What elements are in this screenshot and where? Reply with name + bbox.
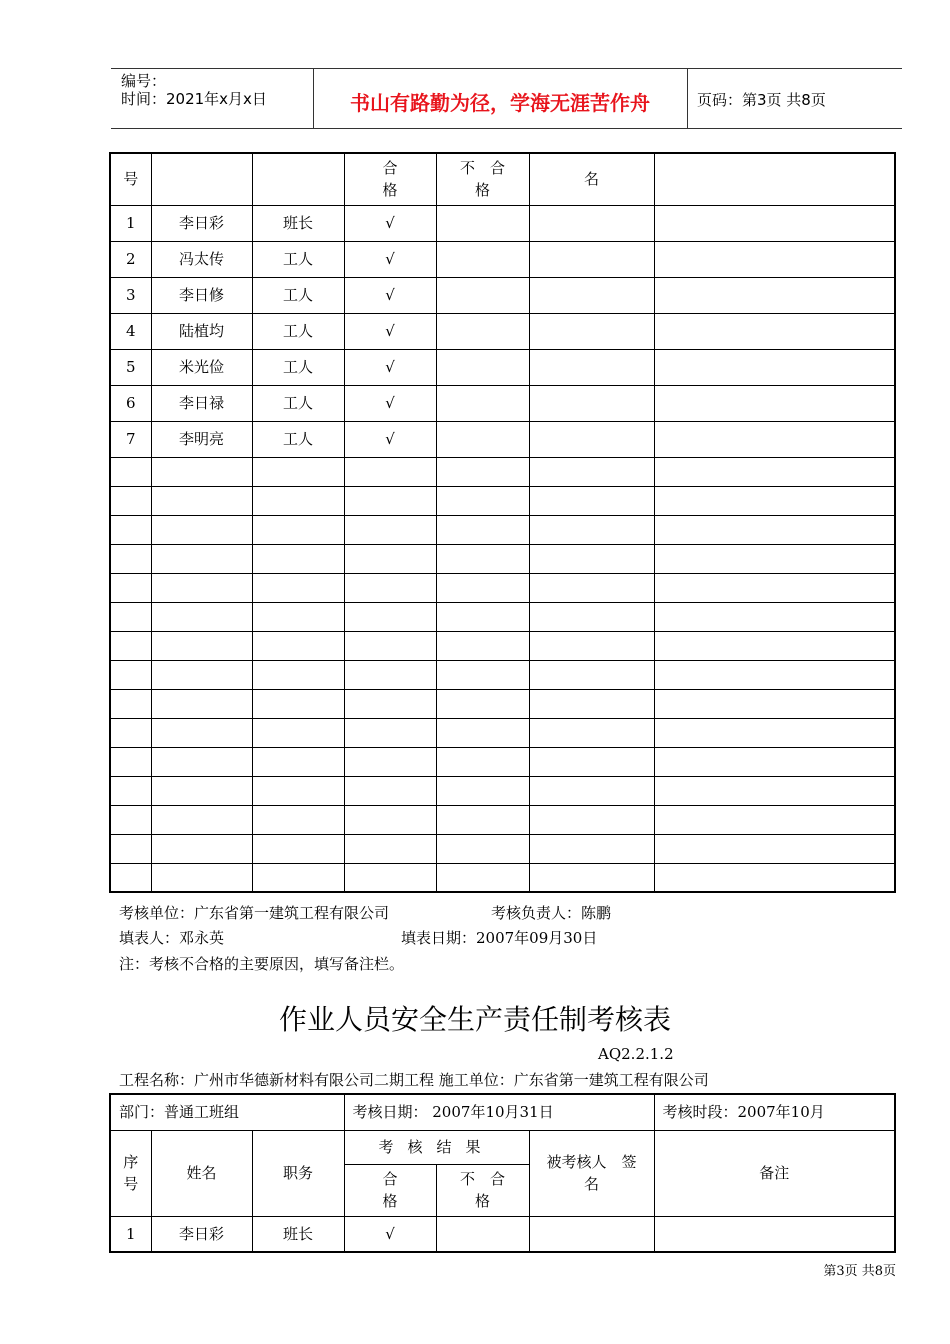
header-role-blank: [252, 153, 344, 205]
row-name: 李日彩: [151, 205, 252, 241]
row-sign: [529, 205, 654, 241]
header-pass-line2: 格: [382, 1192, 398, 1210]
row-role: 工人: [252, 277, 344, 313]
table-row: [110, 313, 895, 349]
form-title: 作业人员安全生产责任制考核表: [278, 1003, 671, 1036]
row-fail: [436, 421, 529, 457]
row-pass-check: √: [344, 1216, 436, 1252]
header-pass-line1: 合: [382, 1170, 398, 1188]
header-fail-line2: 格: [474, 1192, 490, 1210]
header-sign-tail: 名: [529, 153, 654, 205]
row-remark: [654, 385, 895, 421]
row-no: 3: [110, 277, 151, 313]
row-name: 李日彩: [151, 1216, 252, 1252]
header-remark: 备注: [654, 1130, 895, 1216]
empty-row: [110, 689, 895, 718]
header-remark-blank: [654, 153, 895, 205]
header-sign: [529, 1130, 654, 1216]
assessment-unit: 考核单位：广东省第一建筑工程有限公司: [119, 904, 390, 922]
table-row: [110, 1216, 895, 1252]
table-row: [110, 421, 895, 457]
row-role: 工人: [252, 313, 344, 349]
row-role: 班长: [252, 205, 344, 241]
row-no: 1: [110, 1216, 151, 1252]
row-name: 冯太传: [151, 241, 252, 277]
row-remark: [654, 205, 895, 241]
fill-date: 填表日期：2007年09月30日: [401, 929, 598, 947]
header-no: [110, 1130, 151, 1216]
header-no-tail: 号: [110, 153, 151, 205]
row-fail: [436, 349, 529, 385]
header-date: 时间：2021年x月x日: [121, 90, 267, 108]
row-name: 李日修: [151, 277, 252, 313]
row-pass-check: √: [344, 421, 436, 457]
row-sign: [529, 421, 654, 457]
header-result: [344, 1130, 529, 1164]
project-line: 工程名称：广州市华德新材料有限公司二期工程 施工单位：广东省第一建筑工程有限公司: [119, 1071, 709, 1089]
header-fail: [436, 1164, 529, 1216]
empty-row: [110, 718, 895, 747]
row-fail: [436, 241, 529, 277]
header-result-text: 考核结果: [378, 1138, 495, 1156]
header-no-line1: 序: [123, 1153, 139, 1171]
row-fail: [436, 277, 529, 313]
empty-row: [110, 776, 895, 805]
row-remark: [654, 277, 895, 313]
row-name: 米光俭: [151, 349, 252, 385]
header-divider-right: [687, 68, 688, 128]
row-role: 工人: [252, 421, 344, 457]
header-no-line2: 号: [123, 1175, 139, 1193]
header-role: 职务: [252, 1130, 344, 1216]
header-fail-line2: 格: [474, 181, 490, 200]
table-row: [110, 241, 895, 277]
header-name-blank: [151, 153, 252, 205]
row-fail: [436, 205, 529, 241]
table-row: [110, 385, 895, 421]
row-sign: [529, 313, 654, 349]
row-name: 陆植均: [151, 313, 252, 349]
empty-row: [110, 602, 895, 631]
header-bottom-rule: [111, 128, 902, 129]
header-sign-line1: 被考核人 签: [546, 1153, 637, 1171]
row-no: 4: [110, 313, 151, 349]
row-pass-check: √: [344, 349, 436, 385]
empty-row: [110, 544, 895, 573]
row-sign: [529, 349, 654, 385]
exam-period: 考核时段：2007年10月: [654, 1094, 895, 1130]
row-role: 工人: [252, 385, 344, 421]
row-fail: [436, 1216, 529, 1252]
header-code-label: 编号：: [121, 72, 167, 90]
header-pass: [344, 153, 436, 205]
row-pass-check: √: [344, 205, 436, 241]
empty-row: [110, 457, 895, 486]
form-code: AQ2.2.1.2: [598, 1045, 674, 1063]
row-pass-check: √: [344, 313, 436, 349]
table-row: [110, 349, 895, 385]
header-page-number: 页码：第3页 共8页: [697, 91, 826, 109]
empty-row: [110, 660, 895, 689]
empty-row: [110, 747, 895, 776]
exam-date: 考核日期： 2007年10月31日: [344, 1094, 654, 1130]
header-motto: 书山有路勤为径，学海无涯苦作舟: [350, 91, 650, 115]
table-header-row: [110, 1130, 895, 1164]
row-no: 2: [110, 241, 151, 277]
header-name: 姓名: [151, 1130, 252, 1216]
row-role: 班长: [252, 1216, 344, 1252]
empty-row: [110, 573, 895, 602]
empty-row: [110, 805, 895, 834]
table-row: [110, 205, 895, 241]
table-header-row: [110, 153, 895, 205]
row-sign: [529, 241, 654, 277]
row-no: 1: [110, 205, 151, 241]
row-remark: [654, 1216, 895, 1252]
row-fail: [436, 313, 529, 349]
row-no: 7: [110, 421, 151, 457]
form-filler: 填表人：邓永英: [119, 929, 225, 947]
row-no: 5: [110, 349, 151, 385]
empty-row: [110, 486, 895, 515]
empty-row: [110, 834, 895, 863]
row-name: 李日禄: [151, 385, 252, 421]
empty-row: [110, 631, 895, 660]
note-text: 注：考核不合格的主要原因，填写备注栏。: [119, 955, 405, 973]
assessment-leader: 考核负责人：陈鹏: [491, 904, 612, 922]
row-name: 李明亮: [151, 421, 252, 457]
row-fail: [436, 385, 529, 421]
header-pass: [344, 1164, 436, 1216]
row-sign: [529, 1216, 654, 1252]
meta-row: [110, 1094, 895, 1130]
header-pass-line2: 格: [382, 181, 398, 200]
assessment-table: [109, 1093, 896, 1253]
row-role: 工人: [252, 241, 344, 277]
row-remark: [654, 421, 895, 457]
row-sign: [529, 277, 654, 313]
empty-row: [110, 515, 895, 544]
row-pass-check: √: [344, 241, 436, 277]
row-remark: [654, 241, 895, 277]
assessment-table-continued: [109, 152, 896, 893]
department: 部门：普通工班组: [110, 1094, 344, 1130]
row-no: 6: [110, 385, 151, 421]
row-pass-check: √: [344, 385, 436, 421]
row-pass-check: √: [344, 277, 436, 313]
table-row: [110, 277, 895, 313]
header-fail-line1: 不 合: [459, 159, 505, 178]
row-role: 工人: [252, 349, 344, 385]
row-sign: [529, 385, 654, 421]
header-fail: [436, 153, 529, 205]
empty-row: [110, 863, 895, 892]
header-sign-line2: 名: [583, 1175, 599, 1193]
page-footer: 第3页 共8页: [823, 1264, 896, 1279]
header-fail-line1: 不 合: [459, 1170, 505, 1188]
header-pass-line1: 合: [382, 159, 398, 178]
row-remark: [654, 349, 895, 385]
row-remark: [654, 313, 895, 349]
header-top-rule: [111, 68, 902, 69]
